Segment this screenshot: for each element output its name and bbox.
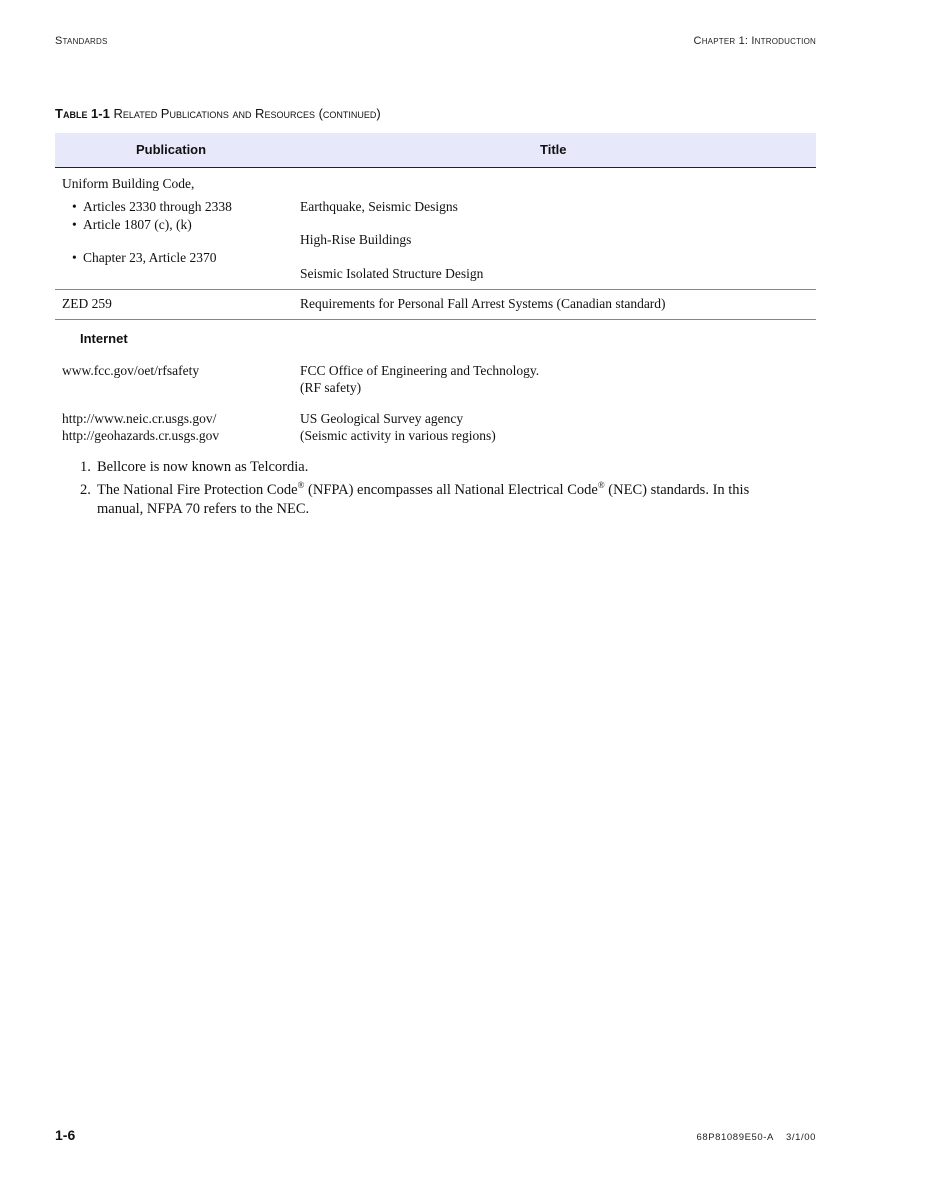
publications-table xyxy=(55,133,816,450)
section-heading-internet: Internet xyxy=(80,331,128,346)
registered-mark: ® xyxy=(597,480,605,491)
table-row-zed xyxy=(55,289,816,320)
title-cell: US Geological Survey agency xyxy=(300,411,464,426)
registered-mark: ® xyxy=(297,480,305,491)
footnote-2 xyxy=(80,481,770,519)
footnote-number: 2. xyxy=(80,482,91,498)
running-header-section: Standards xyxy=(55,35,108,47)
table-section-internet xyxy=(55,320,816,450)
publication-cell: http://geohazards.cr.usgs.gov xyxy=(62,428,220,443)
publication-cell: ZED 259 xyxy=(62,296,112,311)
footnote-number: 1. xyxy=(80,459,91,475)
column-header-title: Title xyxy=(540,142,567,157)
table-footnotes xyxy=(80,458,770,523)
running-header-chapter: Chapter 1: Introduction xyxy=(693,35,816,47)
column-header-publication: Publication xyxy=(136,142,207,157)
table-caption-number: Table 1-1 xyxy=(55,106,110,121)
doc-date: 3/1/00 xyxy=(785,1132,816,1143)
table-row-ubc: Uniform Building Code, Articles 2330 through 2338 Earthquake, Seismic Designs Article 1807 (c), (k) High-Rise Buildings Chapter 23, Article 2370 Seismic Isolated Structure Design xyxy=(55,168,816,289)
title-cell: High-Rise Buildings xyxy=(300,232,412,247)
document-id xyxy=(696,1132,816,1143)
table-caption xyxy=(55,106,381,121)
title-cell: (RF safety) xyxy=(300,380,362,395)
table-caption-title: Related Publications and Resources (continued) xyxy=(113,106,381,121)
title-cell: Earthquake, Seismic Designs xyxy=(300,199,458,214)
footnote-text: The National Fire Protection Code® (NFPA) encompasses all National Electrical Code® (NEC) standards. In this manual, NFPA 70 refers to the NEC. xyxy=(97,480,750,517)
doc-number: 68P81089E50-A xyxy=(696,1132,774,1143)
footnote-1 xyxy=(80,458,770,477)
title-cell: Requirements for Personal Fall Arrest Systems (Canadian standard) xyxy=(300,296,666,311)
title-cell: Seismic Isolated Structure Design xyxy=(300,266,484,281)
publication-cell: www.fcc.gov/oet/rfsafety xyxy=(62,363,200,378)
publication-cell: Uniform Building Code, xyxy=(62,176,195,191)
table-header-row xyxy=(55,133,816,168)
footnote-text: Bellcore is now known as Telcordia. xyxy=(97,459,309,475)
page-number: 1-6 xyxy=(55,1127,76,1143)
title-cell: (Seismic activity in various regions) xyxy=(300,428,496,443)
publication-cell: http://www.neic.cr.usgs.gov/ xyxy=(62,411,217,426)
title-cell: FCC Office of Engineering and Technology. xyxy=(300,363,540,378)
